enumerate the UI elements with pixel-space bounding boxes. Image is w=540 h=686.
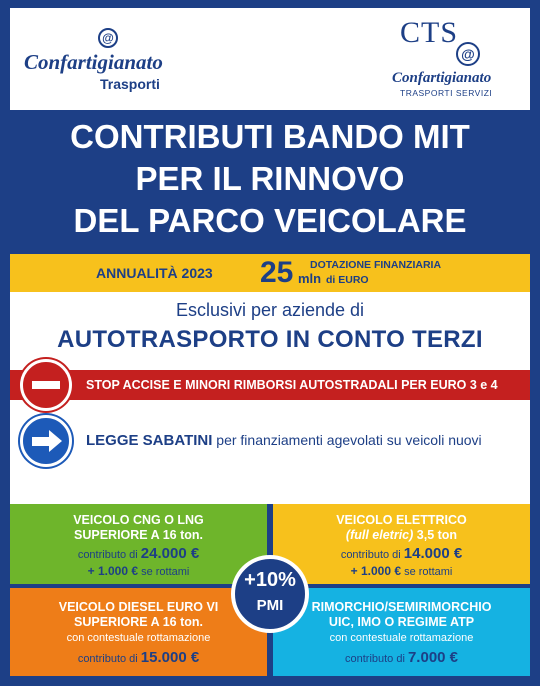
trailer-line-2: UIC, IMO O REGIME ATP: [328, 615, 475, 629]
main-title: [0, 116, 540, 242]
cng-line-1: VEICOLO CNG O LNG: [73, 513, 204, 527]
at-sign-icon: @: [456, 42, 480, 66]
trailer-note: con contestuale rottamazione: [329, 632, 474, 644]
confartigianato-trasporti-logo: [24, 26, 194, 96]
cng-contrib-value: 24.000 €: [140, 545, 200, 562]
logo-brand: Confartigianato: [24, 50, 163, 74]
title-line-3: DEL PARCO VEICOLARE: [73, 202, 467, 239]
funding-year: ANNUALITÀ 2023: [96, 265, 213, 281]
electric-contrib-prefix: contributo di: [340, 549, 404, 561]
sabatini-label: LEGGE SABATINI: [86, 432, 213, 449]
cng-line-2: SUPERIORE A 16 ton.: [74, 528, 203, 542]
electric-contrib-value: 14.000 €: [403, 545, 463, 562]
example-cng: [10, 504, 267, 584]
example-diesel: [10, 588, 267, 676]
electric-line-2: [273, 528, 530, 542]
pmi-badge: [231, 555, 309, 633]
stop-notice: STOP ACCISE E MINORI RIMBORSI AUTOSTRADALI PER EURO 3 e 4: [86, 378, 498, 392]
sabatini-notice: [86, 432, 482, 449]
cng-contrib-prefix: contributo di: [77, 549, 141, 561]
arrow-right-icon: [20, 415, 72, 467]
exclusive-intro: Esclusivi per aziende di: [175, 300, 365, 320]
electric-contribution: [273, 545, 530, 562]
at-sign-icon: @: [98, 28, 118, 48]
diesel-line-1: VEICOLO DIESEL EURO VI: [58, 600, 219, 614]
pmi-label: PMI: [256, 597, 284, 614]
exclusive-target: AUTOTRASPORTO IN CONTO TERZI: [57, 326, 483, 353]
cng-bonus: [10, 564, 267, 578]
example-trailer: [273, 588, 530, 676]
example-electric: [273, 504, 530, 584]
header: [10, 8, 530, 110]
diesel-contrib-prefix: contributo di: [77, 653, 141, 665]
electric-bonus-value: + 1.000 €: [350, 564, 402, 578]
examples-heading: ESEMPI DI CONTRIBUZIONE: [133, 472, 407, 494]
diesel-note: con contestuale rottamazione: [66, 632, 211, 644]
logo-sub: Trasporti: [100, 76, 160, 92]
electric-bonus: [273, 564, 530, 578]
title-line-1: CONTRIBUTI BANDO MIT: [70, 118, 470, 155]
funding-label: DOTAZIONE FINANZIARIA: [310, 259, 442, 271]
diesel-contribution: [10, 649, 267, 666]
funding-band: [10, 254, 530, 292]
cts-logo: [386, 14, 516, 104]
funding-currency: di EURO: [326, 274, 369, 286]
electric-bonus-suffix: se rottami: [401, 566, 453, 578]
title-line-2: PER IL RINNOVO: [135, 160, 405, 197]
cng-bonus-value: + 1.000 €: [87, 564, 139, 578]
no-entry-icon: [20, 359, 72, 411]
cts-brand: Confartigianato: [392, 70, 492, 86]
cts-mark: CTS: [400, 16, 459, 49]
electric-weight: 3,5 ton: [413, 528, 458, 542]
diesel-contrib-value: 15.000 €: [140, 649, 200, 666]
funding-unit: mln: [298, 271, 322, 286]
trailer-contrib-prefix: contributo di: [344, 653, 408, 665]
sabatini-text: per finanziamenti agevolati su veicoli nuovi: [212, 432, 482, 448]
trailer-contrib-value: 7.000 €: [407, 649, 459, 666]
electric-full-label: (full eletric): [345, 528, 414, 542]
pmi-percent: +10%: [244, 569, 296, 591]
electric-line-1: VEICOLO ELETTRICO: [336, 513, 467, 527]
funding-amount: 25: [260, 256, 294, 289]
trailer-line-1: RIMORCHIO/SEMIRIMORCHIO: [311, 600, 492, 614]
cng-contribution: [10, 545, 267, 562]
cts-sub: TRASPORTI SERVIZI: [400, 88, 493, 98]
cng-bonus-suffix: se rottami: [138, 566, 190, 578]
trailer-contribution: [273, 649, 530, 666]
diesel-line-2: SUPERIORE A 16 ton.: [74, 615, 203, 629]
